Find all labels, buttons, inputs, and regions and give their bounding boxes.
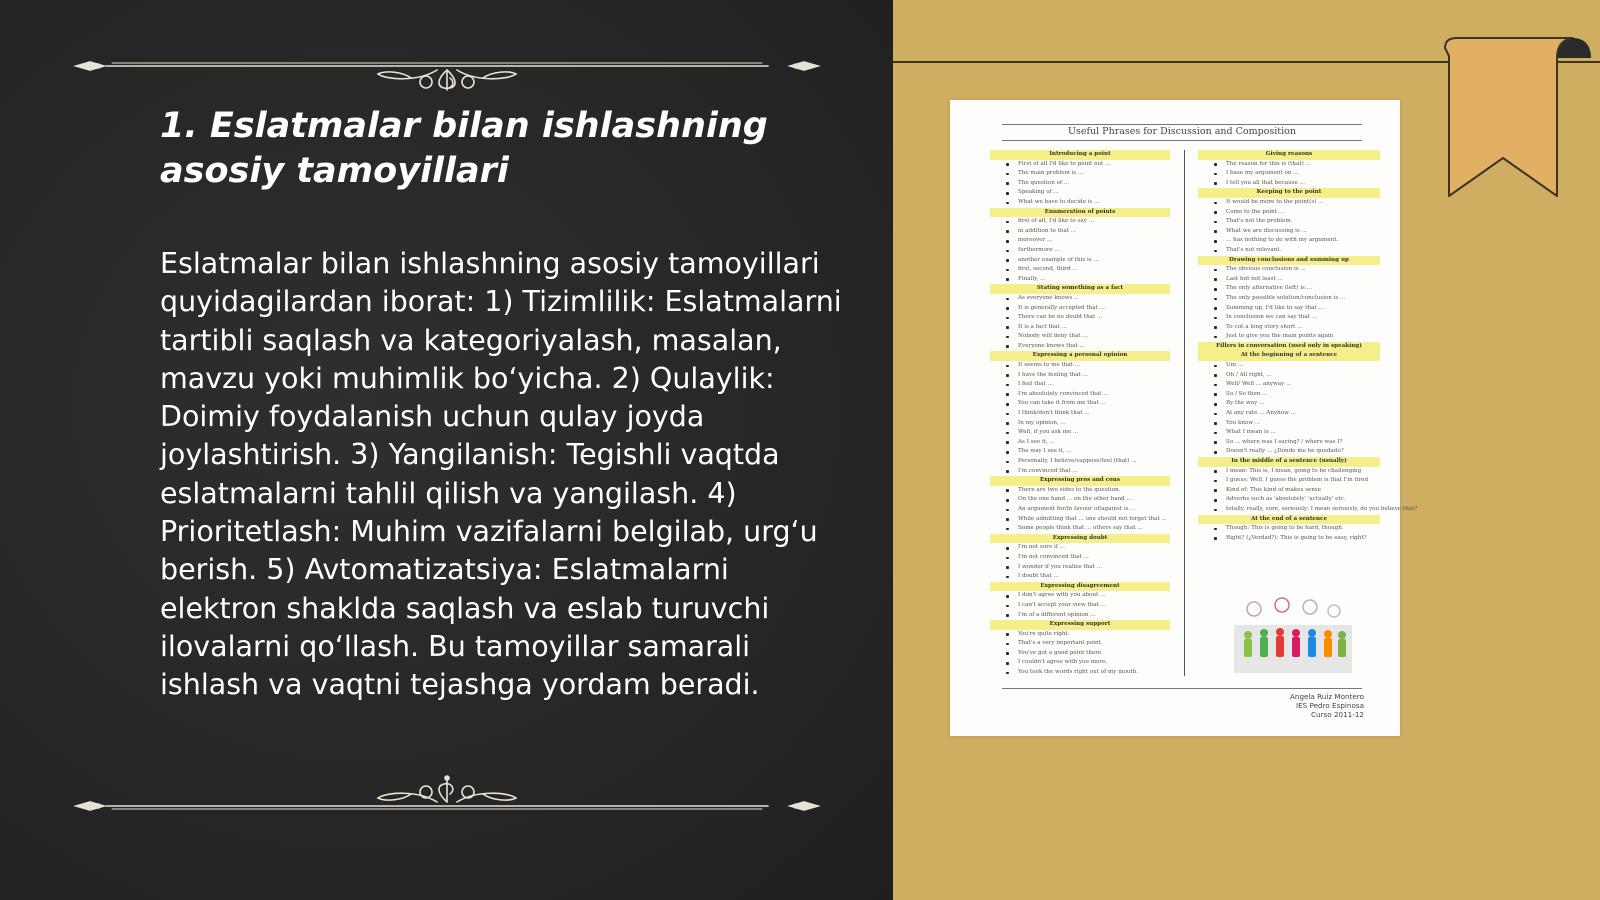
phrase-item: Finally, ... (990, 275, 1170, 285)
phrase-item: That's a very important point. (990, 639, 1170, 649)
document-title: Useful Phrases for Discussion and Composition (1067, 126, 1296, 137)
phrase-item: What we have to decide is ... (990, 198, 1170, 208)
phrase-item: first of all, I'd like to say ... (990, 217, 1170, 227)
phrase-item: Just to give you the main points again (1198, 332, 1380, 342)
phrase-item: I guess: Well, I guess the problem is that I'm tired (1198, 476, 1380, 486)
phrase-item: I base my argument on ... (1198, 169, 1380, 179)
phrase-item: I'm of a different opinion ... (990, 611, 1170, 621)
phrase-item: An argument for/in favour of/against is ... (990, 505, 1170, 515)
phrase-item: I'm not convinced that ... (990, 553, 1170, 563)
section-heading: Introducing a point (990, 150, 1170, 160)
phrase-item: Some people think that ... others say that ... (990, 524, 1170, 534)
slide-title: 1. Eslatmalar bilan ishlashning asosiy tamoyillari (160, 106, 768, 191)
phrase-item: Well/ Well ... anyway ... (1198, 380, 1380, 390)
section-heading: Expressing a personal opinion (990, 351, 1170, 361)
phrase-item: So / So then ... (1198, 390, 1380, 400)
phrase-item: It would be more to the point(s) ... (1198, 198, 1380, 208)
phrase-item: On the one hand ... on the other hand ... (990, 495, 1170, 505)
phrase-item: furthermore ... (990, 246, 1170, 256)
phrase-item: I'm absolutely convinced that ... (990, 390, 1170, 400)
phrase-item: The main problem is ... (990, 169, 1170, 179)
phrase-item: In conclusion we can say that ... (1198, 313, 1380, 323)
phrase-item: Everyone knows that ... (990, 342, 1170, 352)
phrase-item: I don't agree with you about ... (990, 591, 1170, 601)
phrase-item: Personally, I believe/suppose/feel (that) ... (990, 457, 1170, 467)
phrase-item: You're quite right. (990, 630, 1170, 640)
phrase-item: To cut a long story short ... (1198, 323, 1380, 333)
phrase-item: So ... where was I saying? / where was I? (1198, 438, 1380, 448)
section-heading: Keeping to the point (1198, 188, 1380, 198)
section-heading: Expressing support (990, 620, 1170, 630)
phrase-item: The way I see it, ... (990, 447, 1170, 457)
section-heading: Stating something as a fact (990, 284, 1170, 294)
column-divider (1184, 150, 1185, 676)
phrase-item: Kind of: This kind of makes sense (1198, 486, 1380, 496)
phrases-document-image (950, 100, 1418, 736)
phrase-item: It is generally accepted that ... (990, 304, 1170, 314)
phrase-item: totally, really, sure, seriously: I mean seriously, do you believe that? (1198, 505, 1380, 515)
phrase-item: I feel that ... (990, 380, 1170, 390)
phrase-item: You can take it from me that ... (990, 399, 1170, 409)
left-phrases-column (990, 150, 1170, 678)
phrase-item: Doesn't really ... ¿Dónde me he quedado? (1198, 447, 1380, 457)
phrase-item: The question of ... (990, 179, 1170, 189)
phrase-item: You took the words right out of my mouth. (990, 668, 1170, 678)
phrase-item: I mean: This is, I mean, going to be challenging (1198, 467, 1380, 477)
phrase-item: As I see it, ... (990, 438, 1170, 448)
phrase-item: first, second, third ... (990, 265, 1170, 275)
section-heading: Expressing pros and cons (990, 476, 1170, 486)
phrase-item: another example of this is ... (990, 256, 1170, 266)
section-heading: In the middle of a sentence (usually) (1198, 457, 1380, 467)
phrase-item: You know ... (1198, 419, 1380, 429)
section-heading: Giving reasons (1198, 150, 1380, 160)
phrase-item: in addition to that ... (990, 227, 1170, 237)
phrase-item: Adverbs such as 'absolutely' 'actually' etc. (1198, 495, 1380, 505)
phrase-item: ... has nothing to do with my argument. (1198, 236, 1380, 246)
phrase-item: Well, if you ask me ... (990, 428, 1170, 438)
section-heading: At the end of a sentence (1198, 515, 1380, 525)
phrase-item: There can be no doubt that ... (990, 313, 1170, 323)
phrase-item: It is a fact that ... (990, 323, 1170, 333)
section-heading: Expressing disagreement (990, 582, 1170, 592)
slide-body-text: Eslatmalar bilan ishlashning asosiy tamoyillari quyidagilardan iborat: 1) Tizimlilik: Eslatmalarni tartibli saqlash va kategoriyalash, masalan, mavzu yoki muhimlik bo‘yicha. 2) Qulaylik: Doimiy foydalanish uchun qulay joyda joylashtirish. 3) Yangilanish: Tegishli vaqtda eslatmalarni tahlil qilish va yangilash. 4) Prioritetlash: Muhim vazifalarni belgilab, urg‘u berish. 5) Avtomatizatsiya: Eslatmalarni elektron shaklda saqlash va eslab turuvchi ilovalarni qo‘llash. Bu tamoyillar samarali ishlash va vaqtni tejashga yordam beradi. (160, 247, 842, 702)
phrase-item: Last but not least ... (1198, 275, 1380, 285)
phrase-item: That's not the problem. (1198, 217, 1380, 227)
phrase-item: In my opinion, ... (990, 419, 1170, 429)
phrase-item: First of all I'd like to point out ... (990, 160, 1170, 170)
bookmark-icon (1433, 36, 1593, 206)
ornate-divider-icon (68, 40, 826, 90)
phrase-item: I tell you all that because ... (1198, 179, 1380, 189)
phrase-item: Speaking of ... (990, 188, 1170, 198)
phrase-item: The only alternative (left) is ... (1198, 284, 1380, 294)
phrase-item: The obvious conclusion is ... (1198, 265, 1380, 275)
right-phrases-column (1198, 150, 1418, 543)
phrase-item: I think/don't think that ... (990, 409, 1170, 419)
document-rule (1002, 140, 1362, 141)
phrase-item: It seems to me that ... (990, 361, 1170, 371)
ornate-divider-icon (68, 776, 826, 826)
phrase-item: Right? (¿Verdad?): This is going to be easy, right? (1198, 534, 1380, 544)
phrase-item: moreover ... (990, 236, 1170, 246)
phrase-item: I'm not sure if ... (990, 543, 1170, 553)
phrase-item: What I mean is ... (1198, 428, 1380, 438)
phrase-item: Um ... (1198, 361, 1380, 371)
phrase-item: Come to the point ... (1198, 208, 1380, 218)
phrase-item: I couldn't agree with you more. (990, 658, 1170, 668)
document-rule (1002, 688, 1362, 689)
phrase-item: You've got a good point there. (990, 649, 1170, 659)
document-author (1242, 692, 1364, 719)
phrase-item: As everyone knows ... (990, 294, 1170, 304)
section-heading: Fillers in conversation (used only in speaking) (1198, 342, 1380, 352)
phrase-item: I can't accept your view that ... (990, 601, 1170, 611)
phrase-item: While admitting that ... one should not forget that ... (990, 515, 1170, 525)
author-line: Angela Ruiz Montero (1289, 692, 1364, 701)
document-rule (1002, 124, 1362, 125)
section-heading: Enumeration of points (990, 208, 1170, 218)
phrase-item: Oh / All right, ... (1198, 371, 1380, 381)
phrase-item: I doubt that ... (990, 572, 1170, 582)
people-speech-bubbles-icon (1230, 597, 1356, 675)
author-line: IES Pedro Espinosa (1296, 701, 1364, 710)
author-line: Curso 2011-12 (1311, 710, 1364, 719)
phrase-item: The only possible solution/conclusion is ... (1198, 294, 1380, 304)
phrase-item: Though: This is going to be hard, though. (1198, 524, 1380, 534)
phrase-item: That's not relevant. (1198, 246, 1380, 256)
phrase-item: At any rate ... Anyhow ... (1198, 409, 1380, 419)
section-heading: Expressing doubt (990, 534, 1170, 544)
phrase-item: I have the feeling that ... (990, 371, 1170, 381)
phrase-item: What we are discussing is ... (1198, 227, 1380, 237)
section-heading: Drawing conclusions and summing up (1198, 256, 1380, 266)
phrase-item: There are two sides to the question. (990, 486, 1170, 496)
section-heading: At the beginning of a sentence (1198, 351, 1380, 361)
phrase-item: Nobody will deny that ... (990, 332, 1170, 342)
phrase-item: I'm convinced that ... (990, 467, 1170, 477)
phrase-item: I wonder if you realize that ... (990, 563, 1170, 573)
phrase-item: Summing up, I'd like to say that ... (1198, 304, 1380, 314)
phrase-item: The reason for this is (that) ... (1198, 160, 1380, 170)
phrase-item: By the way ... (1198, 399, 1380, 409)
